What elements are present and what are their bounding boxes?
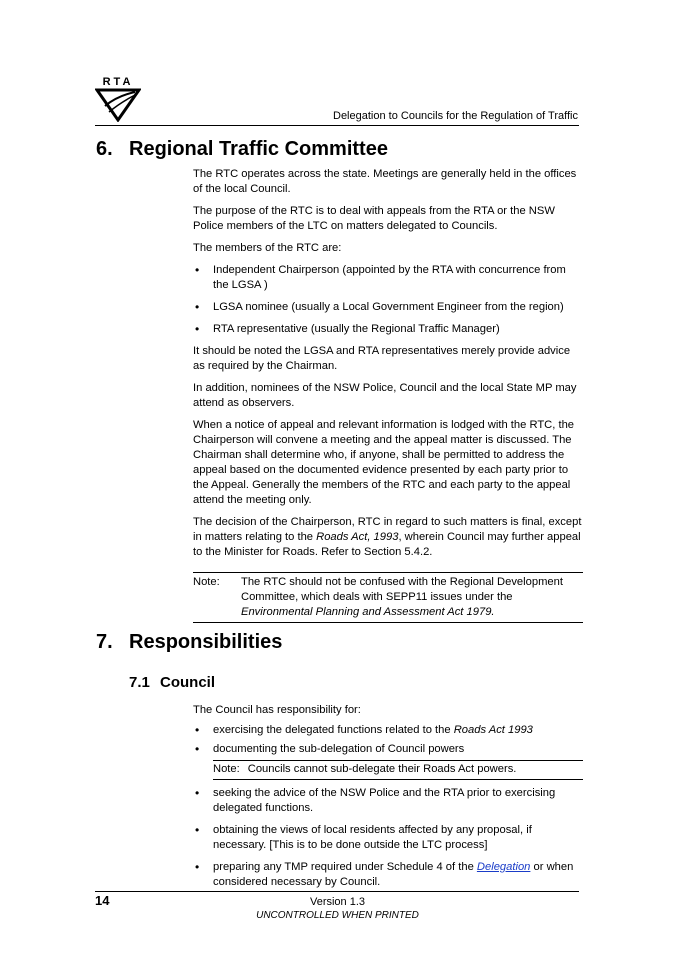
section-7-number: 7. — [96, 631, 113, 653]
sub-delegation-note — [213, 760, 583, 780]
note-label: Note: — [213, 763, 240, 775]
header-rule — [95, 125, 579, 126]
logo-text: RTA — [102, 76, 134, 88]
paragraph: In addition, nominees of the NSW Police, Council and the local State MP may attend as observers. — [193, 382, 577, 409]
list-item: • LGSA nominee (usually a Local Government Engineer from the region) — [193, 300, 583, 315]
list-item: • documenting the sub-delegation of Council powers — [193, 742, 583, 757]
version-label: Version 1.3 — [309, 896, 366, 908]
delegation-link[interactable]: Delegation — [476, 861, 531, 873]
list-item: • Independent Chairperson (appointed by the RTA with concurrence from the LGSA ) — [193, 263, 583, 293]
text: , wherein Council may further appeal to the Minister for Roads. Refer to Section 5.4.2. — [193, 531, 581, 558]
section-7-body — [193, 703, 583, 897]
paragraph: The purpose of the RTC is to deal with appeals from the RTA or the NSW Police members of the LTC on matters delegated to Councils. — [193, 205, 555, 232]
paragraph — [193, 515, 583, 560]
paragraph: The Council has responsibility for: — [193, 704, 361, 716]
section-6-body — [193, 167, 583, 623]
act-reference: Roads Act 1993 — [453, 724, 533, 736]
act-reference: Roads Act, 1993 — [316, 531, 399, 543]
members-list — [193, 263, 583, 337]
subsection-7-1-heading — [129, 674, 215, 691]
section-7-title: Responsibilities — [129, 631, 283, 653]
list-item: • RTA representative (usually the Regional Traffic Manager) — [193, 322, 583, 337]
paragraph: It should be noted the LGSA and RTA representatives merely provide advice as required by the Chairman. — [193, 345, 571, 372]
list-item: • exercising the delegated functions related to the Roads Act 1993 — [193, 723, 583, 738]
paragraph: The RTC operates across the state. Meetings are generally held in the offices of the local Council. — [193, 168, 577, 195]
subsection-number: 7.1 — [129, 674, 150, 691]
note-text: The RTC should not be confused with the Regional Development Committee, which deals with SEPP11 issues under the Environmental Planning and Assessment Act 1979. — [241, 576, 563, 618]
rtc-note — [193, 572, 583, 623]
paragraph: When a notice of appeal and relevant information is lodged with the RTC, the Chairperson will convene a meeting and the appeal matter is discussed. The Chairman shall determine who, if anyone, shall be permitted to address the appeal based on the documented evidence presented by each party prior to the Appeal. Generally the members of the RTC and each party to the appeal attend the meeting only. — [193, 419, 575, 506]
section-6-number: 6. — [96, 138, 113, 160]
note-text: Councils cannot sub-delegate their Roads Act powers. — [247, 763, 517, 775]
note-label: Note: — [193, 576, 220, 588]
list-item: • obtaining the views of local residents affected by any proposal, if necessary. [This is to be done outside the LTC process] — [193, 823, 583, 853]
list-item: • seeking the advice of the NSW Police and the RTA prior to exercising delegated functions. — [193, 786, 583, 816]
subsection-title: Council — [160, 674, 215, 691]
section-6-heading — [96, 138, 388, 161]
responsibilities-list-continued — [193, 786, 583, 890]
footer-rule — [95, 891, 579, 892]
section-7-heading — [96, 631, 282, 654]
header-title: Delegation to Councils for the Regulation of Traffic — [333, 110, 578, 122]
paragraph: The members of the RTC are: — [193, 242, 342, 254]
list-item: • preparing any TMP required under Schedule 4 of the Delegation or when considered necessary by Council. — [193, 860, 583, 890]
page-number: 14 — [95, 893, 110, 908]
section-6-title: Regional Traffic Committee — [129, 138, 388, 160]
text: The decision of the Chairperson, RTC in regard to such matters is final, except in matters relating to the — [193, 516, 582, 543]
uncontrolled-label: UNCONTROLLED WHEN PRINTED — [256, 910, 419, 921]
responsibilities-list — [193, 723, 583, 757]
act-reference: Environmental Planning and Assessment Act 1979. — [241, 606, 495, 618]
